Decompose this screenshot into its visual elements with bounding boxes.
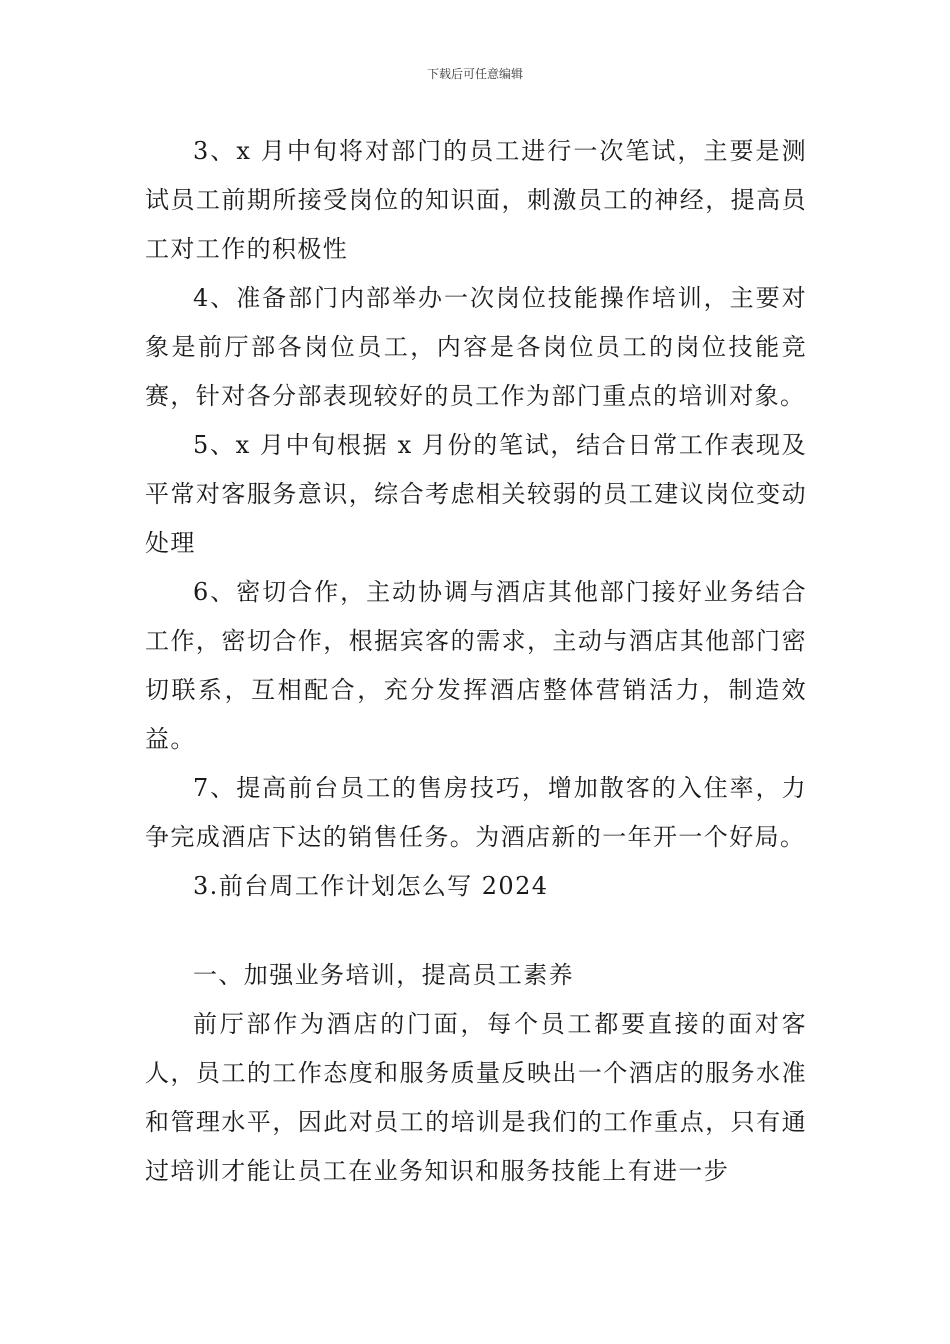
subsection-heading: 一、加强业务培训，提高员工素养 xyxy=(193,961,574,989)
paragraph-item-3: 3、x 月中旬将对部门的员工进行一次笔试，主要是测试员工前期所接受岗位的知识面，刺激员工的神经，提高员工对工作的积极性 xyxy=(145,137,807,263)
section-title: 3.前台周工作计划怎么写 2024 xyxy=(193,872,549,900)
body-paragraph: 前厅部作为酒店的门面，每个员工都要直接的面对客人，员工的工作态度和服务质量反映出一个酒店的服务水准和管理水平，因此对员工的培训是我们的工作重点，只有通过培训才能让员工在业务知识和服务技能上有进一步 xyxy=(145,1010,807,1185)
page-header-note: 下载后可任意编辑 xyxy=(426,67,523,81)
paragraph-item-5: 5、x 月中旬根据 x 月份的笔试，结合日常工作表现及平常对客服务意识，综合考虑相关较弱的员工建议岗位变动处理 xyxy=(145,431,807,557)
paragraph-item-7: 7、提高前台员工的售房技巧，增加散客的入住率，力争完成酒店下达的销售任务。为酒店新的一年开一个好局。 xyxy=(145,774,807,851)
paragraph-item-4: 4、准备部门内部举办一次岗位技能操作培训，主要对象是前厅部各岗位员工，内容是各岗位员工的岗位技能竞赛，针对各分部表现较好的员工作为部门重点的培训对象。 xyxy=(145,284,807,410)
paragraph-item-6: 6、密切合作，主动协调与酒店其他部门接好业务结合工作，密切合作，根据宾客的需求，主动与酒店其他部门密切联系，互相配合，充分发挥酒店整体营销活力，制造效益。 xyxy=(145,578,807,753)
document-body xyxy=(145,127,807,1196)
